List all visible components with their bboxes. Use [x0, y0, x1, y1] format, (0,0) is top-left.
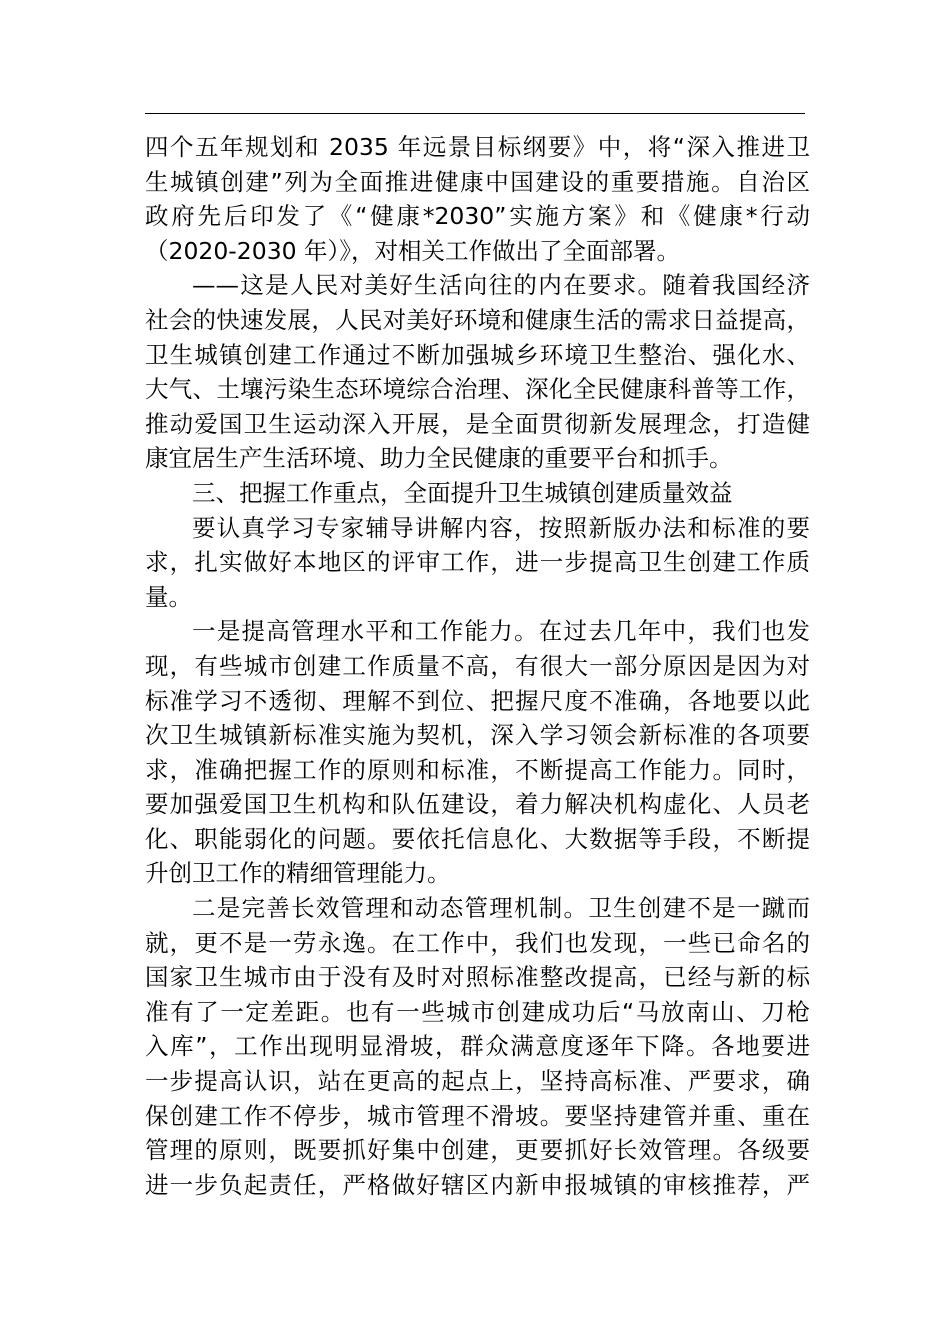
text-line: 就，更不是一劳永逸。在工作中，我们也发现，一些已命名的	[145, 928, 810, 957]
text-line: 进一步负起责任，严格做好辖区内新申报城镇的审核推荐，严	[145, 1170, 810, 1199]
text-line: 国家卫生城市由于没有及时对照标准整改提高，已经与新的标	[145, 963, 810, 992]
text-line: 化、职能弱化的问题。要依托信息化、大数据等手段，不断提	[145, 824, 810, 853]
text-line: 保创建工作不停步，城市管理不滑坡。要坚持建管并重、重在	[145, 1101, 810, 1130]
text-line: ——这是人民对美好生活向往的内在要求。随着我国经济	[192, 271, 810, 300]
text-line: 一是提高管理水平和工作能力。在过去几年中，我们也发	[192, 617, 810, 646]
document-body	[145, 130, 810, 1202]
text-line: 次卫生城镇新标准实施为契机，深入学习领会新标准的各项要	[145, 721, 810, 750]
text-line: 推动爱国卫生运动深入开展，是全面贯彻新发展理念，打造健	[145, 409, 810, 438]
text-line: 要认真学习专家辅导讲解内容，按照新版办法和标准的要	[192, 513, 810, 542]
text-line: 康宜居生产生活环境、助力全民健康的重要平台和抓手。	[145, 444, 733, 473]
text-line: 一步提高认识，站在更高的起点上，坚持高标准、严要求，确	[145, 1067, 810, 1096]
text-line: 大气、土壤污染生态环境综合治理、深化全民健康科普等工作，	[145, 375, 810, 404]
text-line: 三、把握工作重点，全面提升卫生城镇创建质量效益	[192, 478, 733, 507]
header-rule	[145, 113, 805, 114]
text-line: 社会的快速发展，人民对美好环境和健康生活的需求日益提高，	[145, 305, 810, 334]
text-line: 二是完善长效管理和动态管理机制。卫生创建不是一蹴而	[192, 894, 810, 923]
text-line: 要加强爱国卫生机构和队伍建设，着力解决机构虚化、人员老	[145, 790, 810, 819]
text-line: 入库”，工作出现明显滑坡，群众满意度逐年下降。各地要进	[145, 1032, 810, 1061]
text-line: 卫生城镇创建工作通过不断加强城乡环境卫生整治、强化水、	[145, 340, 810, 369]
text-line: 升创卫工作的精细管理能力。	[145, 859, 451, 888]
text-line: 现，有些城市创建工作质量不高，有很大一部分原因是因为对	[145, 651, 810, 680]
text-line: 准有了一定差距。也有一些城市创建成功后“马放南山、刀枪	[145, 997, 810, 1026]
text-line: 标准学习不透彻、理解不到位、把握尺度不准确，各地要以此	[145, 686, 810, 715]
text-line: 量。	[145, 582, 192, 611]
text-line: 求，准确把握工作的原则和标准，不断提高工作能力。同时，	[145, 755, 810, 784]
text-line: 四个五年规划和 2035 年远景目标纲要》中，将“深入推进卫	[145, 133, 810, 161]
text-line: 求，扎实做好本地区的评审工作，进一步提高卫生创建工作质	[145, 548, 810, 577]
text-line: （2020-2030 年）》，对相关工作做出了全面部署。	[145, 236, 681, 265]
text-line: 生城镇创建”列为全面推进健康中国建设的重要措施。自治区	[145, 167, 810, 196]
text-line: 政府先后印发了《“健康*2030”实施方案》和《健康*行动	[145, 202, 810, 231]
text-line: 管理的原则，既要抓好集中创建，更要抓好长效管理。各级要	[145, 1136, 810, 1165]
